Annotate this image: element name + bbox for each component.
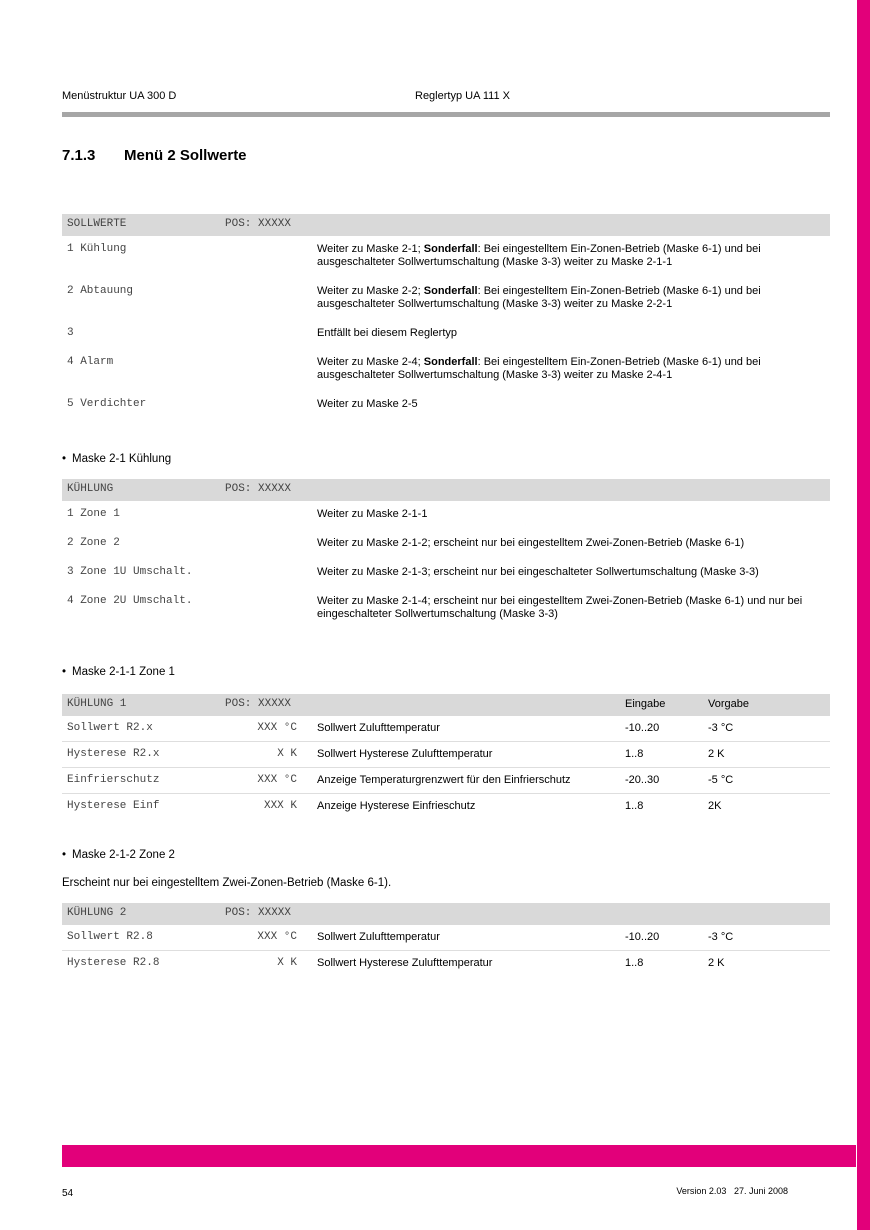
param-name: Sollwert R2.x [67, 722, 153, 734]
table-row [62, 349, 830, 391]
table-row [62, 794, 830, 819]
row-label: 2 Zone 2 [67, 537, 120, 549]
table-row [62, 320, 830, 349]
row-description [317, 327, 830, 340]
eingabe-value: 1..8 [625, 800, 644, 812]
param-description: Sollwert Zulufttemperatur [317, 931, 440, 943]
desc-text: : Bei eingestelltem Ein-Zonen-Betrieb (Maske 6-1) und bei ausgeschalteter Sollwertumschaltung (Maske 3-3) weiter zu Maske 2-1-1 [317, 243, 761, 268]
column-header-eingabe: Eingabe [625, 698, 666, 710]
table-pos: POS: XXXXX [225, 698, 292, 710]
row-description: Weiter zu Maske 2-1-3; erscheint nur bei eingeschalteter Sollwertumschaltung (Maske 3-3) [317, 566, 759, 578]
table-row [62, 768, 830, 794]
vorgabe-value: -5 °C [708, 774, 734, 786]
vorgabe-value: 2 K [708, 748, 725, 760]
row-label: 3 [67, 327, 74, 339]
param-description: Sollwert Zulufttemperatur [317, 722, 440, 734]
eingabe-value: -20..30 [625, 774, 660, 786]
param-value: XXX °C [257, 774, 297, 786]
param-value: XXX °C [257, 722, 297, 734]
table-row [62, 559, 830, 588]
eingabe-value: -10..20 [625, 722, 660, 734]
table-row [62, 236, 830, 278]
bullet-heading-maske-2-1-2 [62, 849, 830, 861]
table-row [62, 951, 830, 976]
table-title: SOLLWERTE [67, 218, 127, 230]
desc-text: : Bei eingestelltem Ein-Zonen-Betrieb (Maske 6-1) und bei ausgeschalteter Sollwertumschaltung (Maske 3-3) weiter zu Maske 2-4-1 [317, 356, 761, 381]
table-row [62, 716, 830, 742]
table-pos: POS: XXXXX [225, 218, 292, 230]
desc-text: Weiter zu Maske 2-1; [317, 243, 424, 255]
table-title: KÜHLUNG [67, 483, 114, 495]
header-center-text: Reglertyp UA 111 X [415, 90, 510, 102]
param-name: Sollwert R2.8 [67, 931, 153, 943]
table-header [62, 214, 830, 236]
table-row [62, 925, 830, 951]
bullet-marker: • [62, 849, 67, 861]
param-name: Einfrierschutz [67, 774, 160, 786]
table-row [62, 278, 830, 320]
header-left-text: Menüstruktur UA 300 D [62, 90, 177, 102]
header-spacer [708, 218, 830, 231]
bullet-marker: • [62, 453, 67, 465]
table-row [62, 530, 830, 559]
bullet-marker: • [62, 666, 67, 678]
desc-text: Weiter zu Maske 2-5 [317, 398, 418, 410]
row-label: 2 Abtauung [67, 285, 134, 297]
table-row [62, 501, 830, 530]
row-label: 4 Alarm [67, 356, 114, 368]
table-row [62, 391, 830, 420]
param-value: XXX K [263, 800, 297, 812]
table-header [62, 694, 830, 716]
table-pos: POS: XXXXX [225, 483, 292, 495]
row-description: Weiter zu Maske 2-1-2; erscheint nur bei eingestelltem Zwei-Zonen-Betrieb (Maske 6-1) [317, 537, 745, 549]
bullet-text: Maske 2-1-2 Zone 2 [72, 849, 175, 861]
row-description [317, 398, 830, 411]
param-description: Anzeige Hysterese Einfrieschutz [317, 800, 476, 812]
desc-text: Weiter zu Maske 2-4; [317, 356, 424, 368]
row-label: 3 Zone 1U Umschalt. [67, 566, 193, 578]
table-header [62, 903, 830, 925]
eingabe-value: 1..8 [625, 957, 644, 969]
bullet-text: Maske 2-1 Kühlung [72, 453, 172, 465]
table-pos: POS: XXXXX [225, 907, 292, 919]
header-spacer [708, 483, 830, 496]
header-rule [62, 112, 830, 117]
param-name: Hysterese R2.8 [67, 957, 160, 969]
row-description [317, 285, 830, 311]
vorgabe-value: -3 °C [708, 722, 734, 734]
section-heading [62, 147, 830, 164]
param-value: X K [277, 748, 297, 760]
row-description [317, 356, 830, 382]
table-row [62, 588, 830, 630]
row-description: Weiter zu Maske 2-1-4; erscheint nur bei eingestelltem Zwei-Zonen-Betrieb (Maske 6-1) und nur bei eingeschalteter Sollwertumschaltung (Maske 3-3) [317, 595, 803, 620]
eingabe-value: -10..20 [625, 931, 660, 943]
bullet-heading-maske-2-1 [62, 453, 830, 465]
header-spacer [625, 483, 708, 496]
row-label: 4 Zone 2U Umschalt. [67, 595, 193, 607]
desc-text: : Bei eingestelltem Ein-Zonen-Betrieb (Maske 6-1) und bei ausgeschalteter Sollwertumschaltung (Maske 3-3) weiter zu Maske 2-2-1 [317, 285, 761, 310]
table-header [62, 479, 830, 501]
table-kuehlung-2 [62, 903, 830, 976]
page-content [62, 0, 830, 976]
desc-bold: Sonderfall [423, 243, 478, 255]
desc-text: Entfällt bei diesem Reglertyp [317, 327, 458, 339]
row-label: 5 Verdichter [67, 398, 147, 410]
section-title: Menü 2 Sollwerte [124, 147, 247, 164]
param-value: X K [277, 957, 297, 969]
header-spacer [625, 218, 708, 231]
note-paragraph: Erscheint nur bei eingestelltem Zwei-Zonen-Betrieb (Maske 6-1). [62, 877, 392, 889]
vorgabe-value: -3 °C [708, 931, 734, 943]
param-value: XXX °C [257, 931, 297, 943]
column-header-vorgabe: Vorgabe [708, 698, 749, 710]
vorgabe-value: 2K [708, 800, 722, 812]
row-label: 1 Zone 1 [67, 508, 120, 520]
row-description [317, 243, 830, 269]
desc-text: Weiter zu Maske 2-2; [317, 285, 424, 297]
table-kuehlung-1 [62, 694, 830, 819]
row-label: 1 Kühlung [67, 243, 127, 255]
eingabe-value: 1..8 [625, 748, 644, 760]
param-description: Sollwert Hysterese Zulufttemperatur [317, 748, 493, 760]
desc-bold: Sonderfall [423, 356, 478, 368]
running-header [62, 90, 830, 104]
desc-bold: Sonderfall [423, 285, 478, 297]
param-description: Sollwert Hysterese Zulufttemperatur [317, 957, 493, 969]
bullet-heading-maske-2-1-1 [62, 666, 830, 678]
table-kuehlung [62, 479, 830, 630]
accent-right-strip [857, 0, 870, 1230]
table-sollwerte [62, 214, 830, 420]
page-number: 54 [62, 1188, 74, 1199]
section-number: 7.1.3 [62, 147, 96, 164]
bullet-text: Maske 2-1-1 Zone 1 [72, 666, 175, 678]
version-text: Version 2.03 27. Juni 2008 [676, 1186, 788, 1196]
row-description: Weiter zu Maske 2-1-1 [317, 508, 428, 520]
header-spacer [708, 907, 830, 920]
table-row [62, 742, 830, 768]
accent-bottom-bar [62, 1145, 856, 1167]
vorgabe-value: 2 K [708, 957, 725, 969]
param-description: Anzeige Temperaturgrenzwert für den Einfrierschutz [317, 774, 571, 786]
table-title: KÜHLUNG 1 [67, 698, 127, 710]
table-title: KÜHLUNG 2 [67, 907, 127, 919]
param-name: Hysterese R2.x [67, 748, 160, 760]
param-name: Hysterese Einf [67, 800, 160, 812]
header-spacer [625, 907, 708, 920]
